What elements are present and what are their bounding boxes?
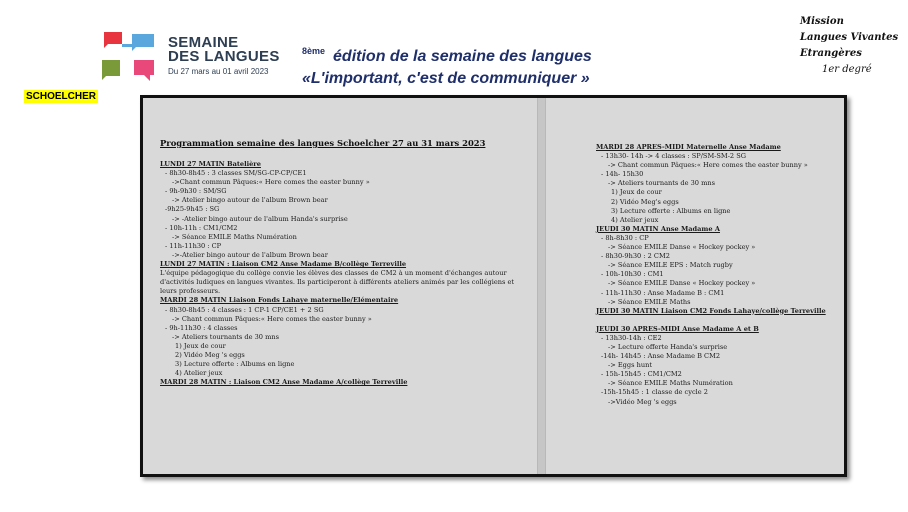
logo-line-1: SEMAINE bbox=[168, 34, 239, 51]
schedule-line: ->Chant commun Pâques:« Here comes the easter bunny » bbox=[172, 178, 370, 187]
programme-document bbox=[140, 95, 847, 477]
schedule-heading: JEUDI 30 APRES-MIDI Anse Madame A et B bbox=[596, 324, 759, 333]
schedule-line: -> Ateliers tournants de 30 mns bbox=[608, 179, 715, 188]
schedule-line: - 14h- 15h30 bbox=[601, 170, 644, 179]
schedule-line: - 8h30-8h45 : 4 classes : 1 CP-1 CP/CE1 + 2 SG bbox=[165, 305, 324, 314]
schedule-line: 1) Jeux de cour bbox=[611, 188, 662, 197]
schedule-line: - 13h30-14h : CE2 bbox=[601, 333, 662, 342]
edition-title: édition de la semaine des langues bbox=[333, 48, 592, 65]
page-divider bbox=[537, 98, 546, 474]
schedule-line: -> Séance EMILE Danse « Hockey pockey » bbox=[608, 279, 756, 288]
schedule-line: -> Eggs hunt bbox=[608, 361, 652, 370]
schedule-line: 1) Jeux de cour bbox=[175, 341, 226, 350]
mission-line-2: Langues Vivantes bbox=[800, 32, 899, 43]
schedule-line: -> Séance EMILE EPS : Match rugby bbox=[608, 261, 733, 270]
schedule-heading: MARDI 28 APRES-MIDI Maternelle Anse Madame bbox=[596, 143, 781, 151]
schedule-line: - 11h-11h30 : CP bbox=[165, 241, 222, 250]
logo-text bbox=[168, 36, 280, 76]
edition-header bbox=[302, 40, 592, 90]
schedule-line: - 8h30-8h45 : 3 classes SM/SG-CP-CP/CE1 bbox=[165, 169, 307, 178]
schedule-line: - 9h-9h30 : SM/SG bbox=[165, 187, 227, 196]
schedule-line: -9h25-9h45 : SG bbox=[165, 205, 220, 214]
schedule-heading: LUNDI 27 MATIN : Liaison CM2 Anse Madame B/collège Terreville bbox=[160, 260, 407, 269]
schedule-line: -15h-15h45 : 1 classe de cycle 2 bbox=[601, 388, 708, 397]
city-label: SCHOELCHER bbox=[26, 91, 97, 102]
schedule-line: -> Chant commun Pâques:« Here comes the easter bunny » bbox=[172, 314, 372, 323]
schedule-heading: JEUDI 30 MATIN Liaison CM2 Fonds Lahaye/collège Terreville bbox=[596, 306, 826, 315]
logo-line-2: DES LANGUES bbox=[168, 48, 280, 65]
schedule-line: - 10h-11h : CM1/CM2 bbox=[165, 223, 238, 232]
schedule-line: -> Ateliers tournants de 30 mns bbox=[172, 332, 279, 341]
edition-title-line bbox=[302, 40, 592, 68]
schedule-heading: JEUDI 30 MATIN Anse Madame A bbox=[596, 224, 720, 233]
schedule-line: - 9h-11h30 : 4 classes bbox=[165, 323, 238, 332]
schedule-heading: MARDI 28 MATIN : Liaison CM2 Anse Madame A/collège Terreville bbox=[160, 378, 408, 387]
schedule-line: - 11h-11h30 : Anse Madame B : CM1 bbox=[601, 288, 725, 297]
schedule-line: 4) Atelier jeux bbox=[175, 369, 223, 378]
semaine-des-langues-logo bbox=[100, 30, 280, 82]
logo-dates: Du 27 mars au 01 avril 2023 bbox=[168, 67, 269, 76]
schedule-line: 2) Vidéo Meg 's eggs bbox=[175, 350, 245, 359]
mission-line-4: 1er degré bbox=[822, 64, 872, 75]
schedule-line: -> Chant commun Pâques:« Here comes the easter bunny » bbox=[608, 161, 808, 170]
schedule-line: -> -Atelier bingo autour de l'album Handa's surprise bbox=[172, 214, 348, 223]
schedule-line: -> Séance EMILE Danse « Hockey pockey » bbox=[608, 243, 756, 252]
mission-line-1: Mission bbox=[800, 16, 844, 27]
mission-signature bbox=[800, 14, 898, 78]
left-column bbox=[160, 160, 520, 387]
schedule-line: - 13h30- 14h -> 4 classes : SP/SM-SM-2 SG bbox=[601, 152, 746, 161]
schedule-heading: LUNDI 27 MATIN Batelière bbox=[160, 160, 261, 168]
schedule-line: -> Lecture offerte Handa's surprise bbox=[608, 342, 728, 351]
schedule-heading: MARDI 28 MATIN Liaison Fonds Lahaye maternelle/Elémentaire bbox=[160, 296, 399, 305]
schedule-line: -> Séance EMILE Maths Numération bbox=[172, 232, 297, 241]
schedule-line: 3) Lecture offerte : Albums en ligne bbox=[175, 360, 295, 369]
schedule-line: - 15h-15h45 : CM1/CM2 bbox=[601, 370, 682, 379]
document-title: Programmation semaine des langues Schoelcher 27 au 31 mars 2023 bbox=[160, 138, 486, 148]
schedule-line: ->-Atelier bingo autour de l'album Brown bear bbox=[172, 250, 328, 259]
schedule-line: 2) Vidéo Meg's eggs bbox=[611, 197, 679, 206]
mission-line-3: Etrangères bbox=[800, 48, 862, 59]
schedule-line: - 10h-10h30 : CM1 bbox=[601, 270, 664, 279]
edition-ordinal: 8ème bbox=[302, 46, 326, 56]
edition-slogan: «L'important, c'est de communiquer » bbox=[302, 70, 590, 87]
speech-bubbles-logo-icon bbox=[100, 30, 160, 82]
schedule-line: 4) Atelier jeux bbox=[611, 215, 659, 224]
schedule-line: L'équipe pédagogique du collège convie les élèves des classes de CM2 à un moment d'échanges autour d'activités ludiques en langues vivantes. Ils participeront à différents ateliers animés par les collégiens et leurs professeurs. bbox=[160, 269, 515, 296]
schedule-line: 3) Lecture offerte : Albums en ligne bbox=[611, 206, 731, 215]
schedule-line: - 8h30-9h30 : 2 CM2 bbox=[601, 252, 670, 261]
schedule-line: -> Atelier bingo autour de l'album Brown bear bbox=[172, 196, 328, 205]
schedule-line: - 8h-8h30 : CP bbox=[601, 233, 649, 242]
right-column bbox=[596, 143, 836, 407]
schedule-line: ->Vidéo Meg 's eggs bbox=[608, 397, 677, 406]
schedule-line: -14h- 14h45 : Anse Madame B CM2 bbox=[601, 352, 721, 361]
schedule-line: -> Séance EMILE Maths bbox=[608, 297, 691, 306]
schedule-line: -> Séance EMILE Maths Numération bbox=[608, 379, 733, 388]
spacer bbox=[596, 316, 836, 325]
